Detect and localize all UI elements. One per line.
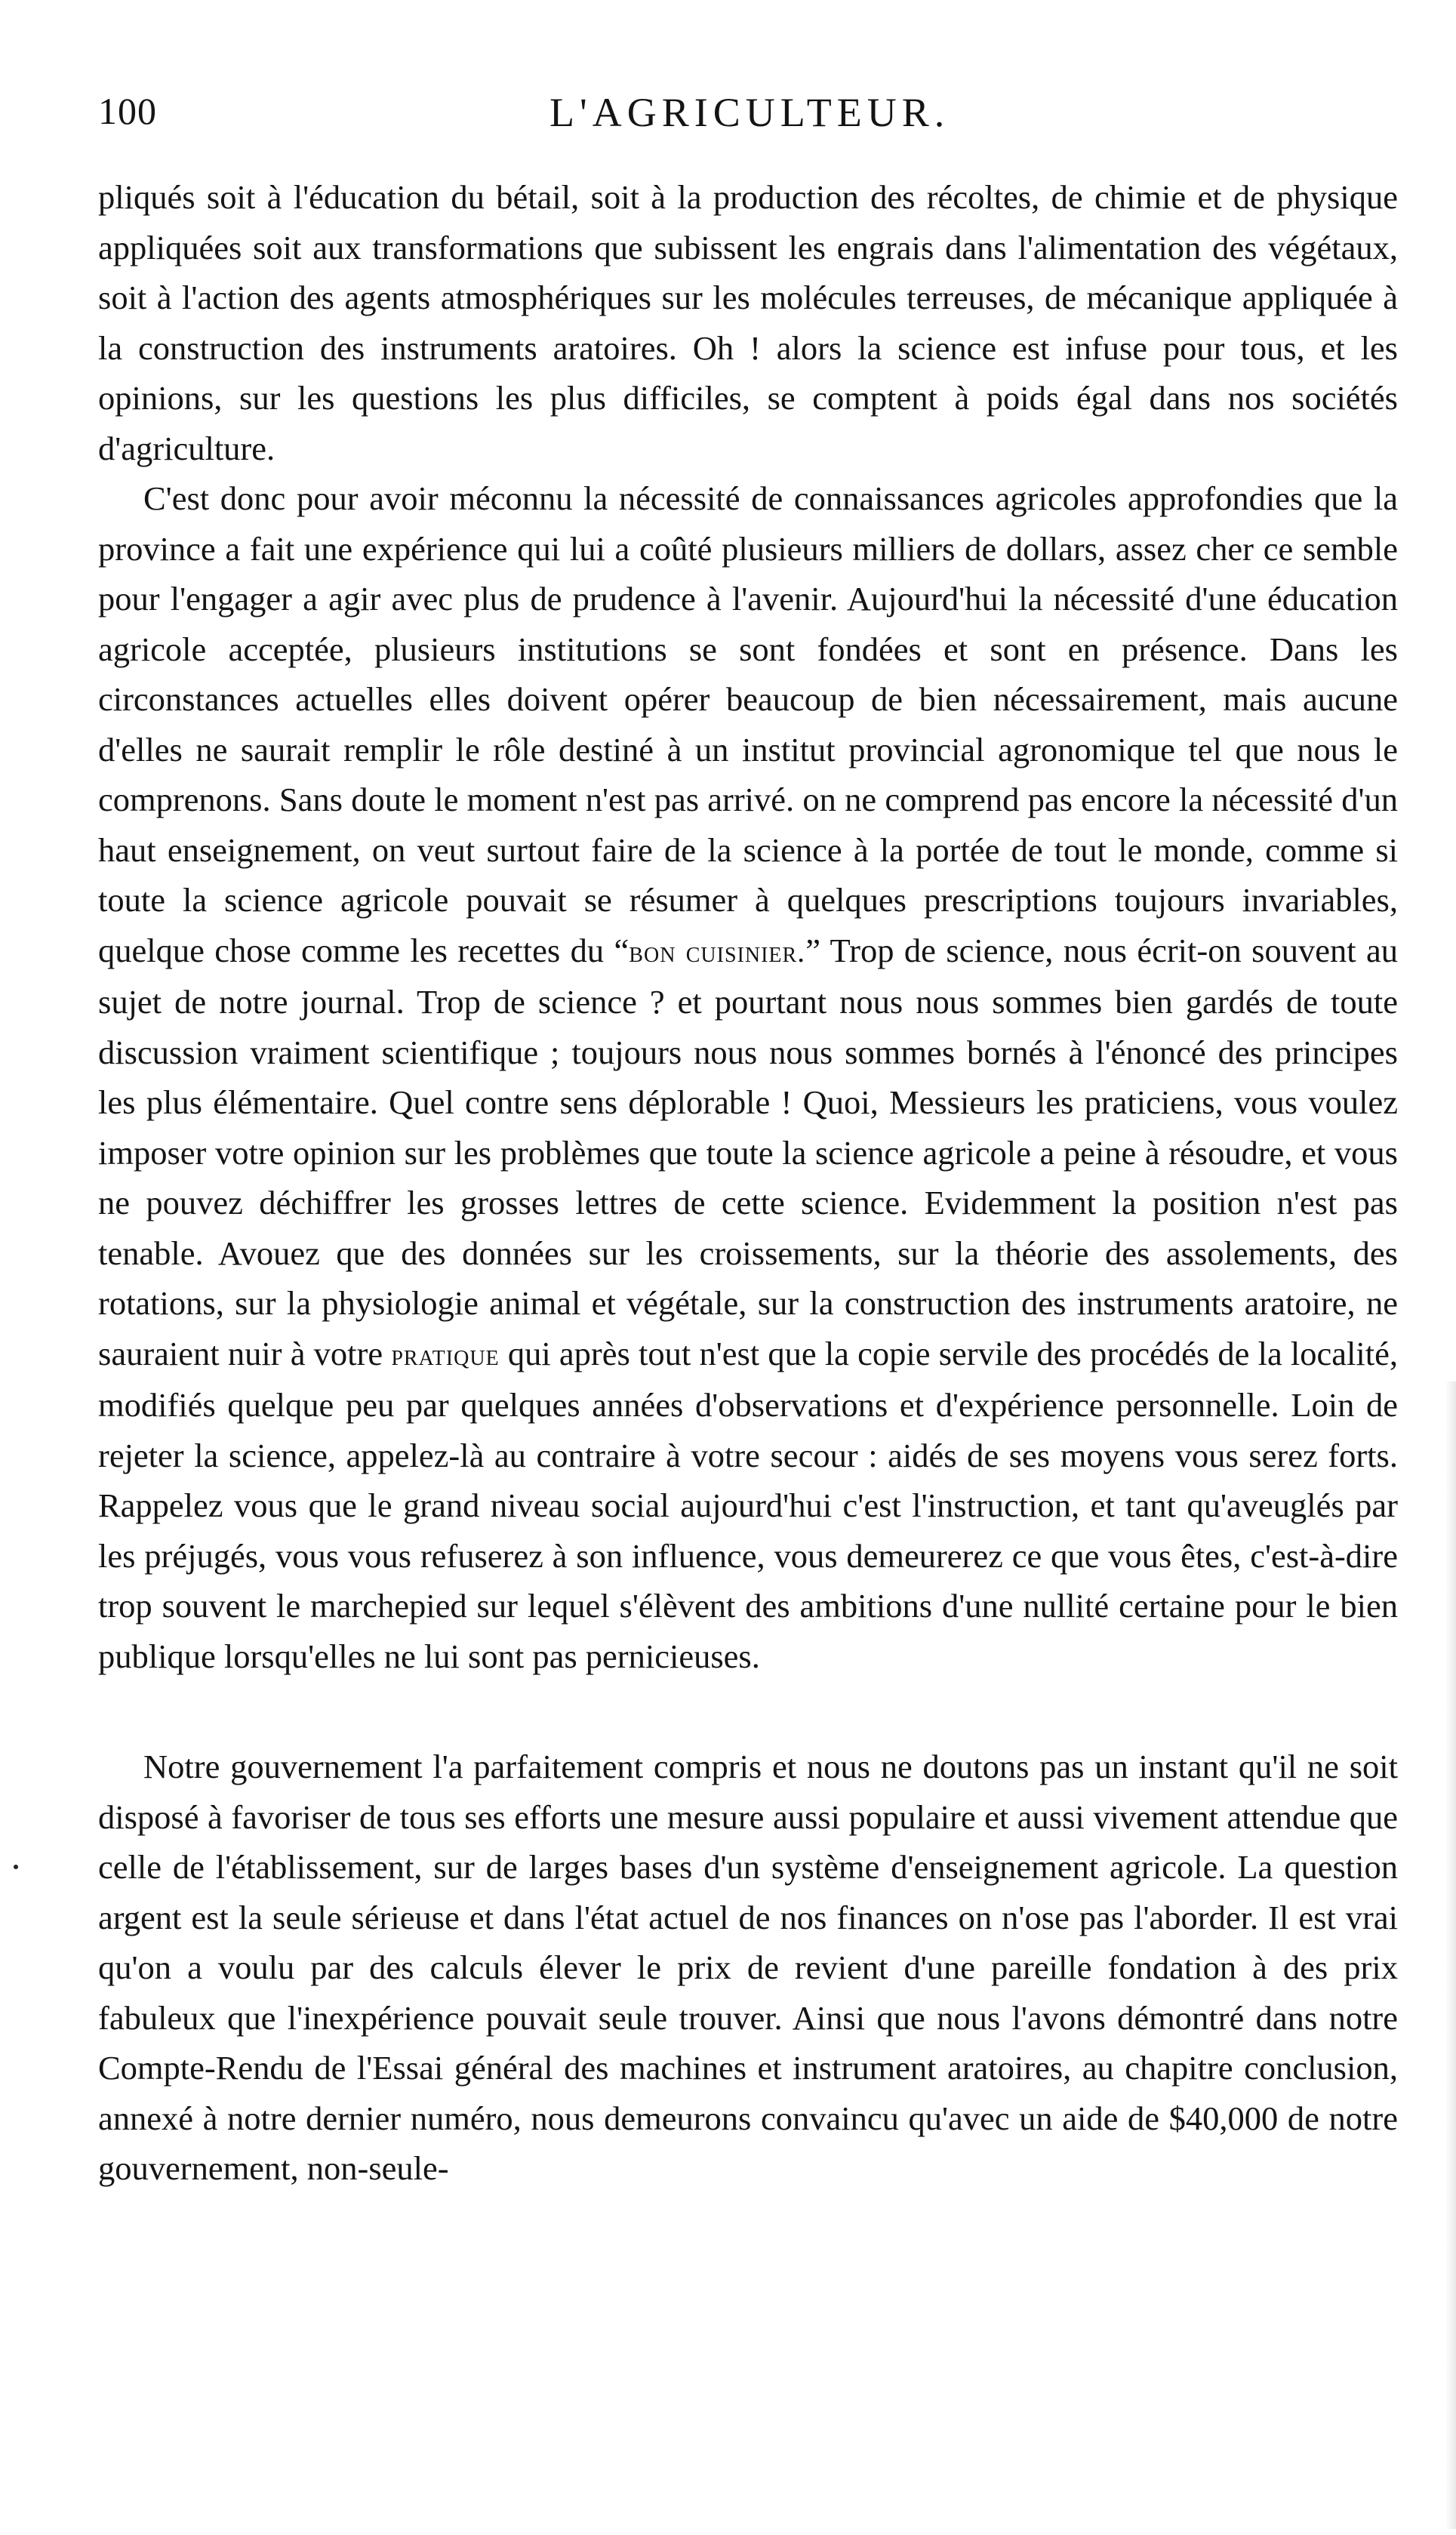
binding-shadow — [1445, 1381, 1456, 2529]
paragraph-text: qui après tout n'est que la copie servile des procédés de la localité, modifiés quelque peu par quelques années d'observations et d'expérience personnelle. Loin de rejeter la science, appelez-là au contraire à votre secour : aidés de ses moyens vous serez forts. Rappelez vous que le grand niveau social aujourd'hui c'est l'instruction, et tant qu'aveuglés par les préjugés, vous vous refuserez à son influence, vous demeurerez ce que vous êtes, c'est-à-dire trop souvent le marchepied sur lequel s'élèvent des ambitions d'une nullité certaine pour le bien publique lorsqu'elles ne lui sont pas pernicieuses. — [98, 1334, 1399, 1675]
paragraph-science-education — [98, 473, 1398, 1681]
running-head — [98, 89, 1411, 149]
paragraph-text: Notre gouvernement l'a parfaitement compris et nous ne doutons pas un instant qu'il ne soit disposé à favoriser de tous ses efforts une mesure aussi populaire et aussi vivement attendue que celle de l'établissement, sur de larges bases d'un système d'enseignement agricole. La question argent est la seule sérieuse et dans l'état actuel de nos finances on n'ose pas l'aborder. Il est vrai qu'on a voulu par des calculs élever le prix de revient d'une pareille fondation à des prix fabuleux que l'inexpérience pouvait seule trouver. Ainsi que nous l'avons démontré dans notre Compte-Rendu de l'Essai général des machines et instrument aratoires, au chapitre conclusion, annexé à notre dernier numéro, nous demeurons convaincu qu'avec un aide de $40,000 de notre gouvernement, non-seule- — [98, 1748, 1398, 2187]
paragraph-government — [98, 1742, 1398, 2194]
article-body — [98, 172, 1398, 2194]
small-caps-word: pratique — [391, 1337, 500, 1372]
paragraph-text: pliqués soit à l'éducation du bétail, soit à la production des récoltes, de chimie et de physique appliquées soit aux transformations que subissent les engrais dans l'alimentation des végétaux, soit à l'action des agents atmosphériques sur les molécules terreuses, de mécanique appliquée à la construction des instruments aratoires. Oh ! alors la science est infuse pour tous, et les opinions, sur les questions les plus difficiles, se comptent à poids égal dans nos sociétés d'agriculture. — [98, 178, 1398, 467]
small-caps-phrase: bon cuisinier. — [629, 934, 806, 969]
page-number: 100 — [98, 90, 157, 132]
paragraph-text: ” Trop de science, nous écrit-on souvent au sujet de notre journal. Trop de science ? et pourtant nous nous sommes bien gardés de toute discussion vraiment scientifique ; toujours nous nous sommes bornés à l'énoncé des principes les plus élémentaire. Quel contre sens déplorable ! Quoi, Messieurs les praticiens, vous voulez imposer votre opinion sur les problèmes que toute la science agricole a peine à résoudre, et vous ne pouvez déchiffrer les grosses lettres de cette science. Evidemment la position n'est pas tenable. Avouez que des données sur les croissements, sur la théorie des assolements, des rotations, sur la physiologie animal et végétale, sur la construction des instruments aratoire, ne sauraient nuir à votre — [98, 931, 1398, 1372]
paragraph-continuation — [98, 172, 1398, 473]
ink-speck — [14, 1865, 18, 1869]
paragraph-text: C'est donc pour avoir méconnu la nécessité de connaissances agricoles approfondies que la province a fait une expérience qui lui a coûté plusieurs milliers de dollars, assez cher ce semble pour l'engager a agir avec plus de prudence à l'avenir. Aujourd'hui la nécessité d'une éducation agricole acceptée, plusieurs institutions se sont fondées et sont en présence. Dans les circonstances actuelles elles doivent opérer beaucoup de bien nécessairement, mais aucune d'elles ne saurait remplir le rôle destiné à un institut provincial agronomique tel que nous le comprenons. Sans doute le moment n'est pas arrivé. on ne comprend pas encore la nécessité d'un haut enseignement, on veut surtout faire de la science à la portée de tout le monde, comme si toute la science agricole pouvait se résumer à quelques prescriptions toujours invariables, quelque chose comme les recettes du “ — [98, 479, 1398, 969]
journal-title: L'AGRICULTEUR. — [549, 90, 950, 135]
